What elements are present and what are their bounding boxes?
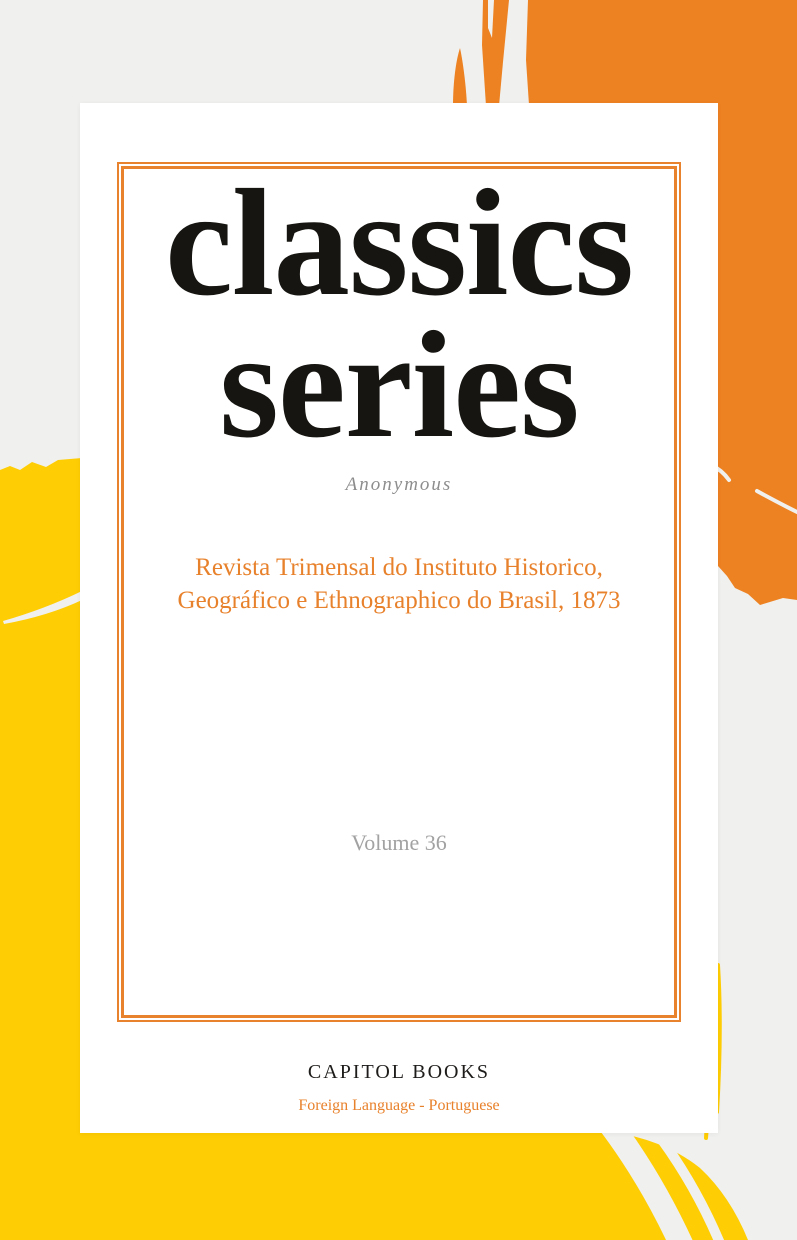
series-title bbox=[80, 159, 718, 470]
book-title-line-2: Geográfico e Ethnographico do Brasil, 1873 bbox=[177, 587, 621, 614]
publisher-name: CAPITOL BOOKS bbox=[307, 1061, 491, 1083]
book-title bbox=[80, 551, 718, 617]
cover-card bbox=[80, 103, 718, 1133]
orange-brush-streak bbox=[482, 0, 509, 106]
orange-brush-drip bbox=[453, 48, 467, 106]
series-title-line-1: classics bbox=[165, 159, 633, 328]
yellow-brush-left bbox=[0, 458, 82, 1240]
volume-label: Volume 36 bbox=[351, 830, 447, 855]
author-name: Anonymous bbox=[345, 474, 453, 495]
series-title-line-2: series bbox=[219, 301, 579, 470]
category-label: Foreign Language - Portuguese bbox=[298, 1097, 500, 1114]
book-title-line-1: Revista Trimensal do Instituto Historico, bbox=[195, 554, 603, 581]
